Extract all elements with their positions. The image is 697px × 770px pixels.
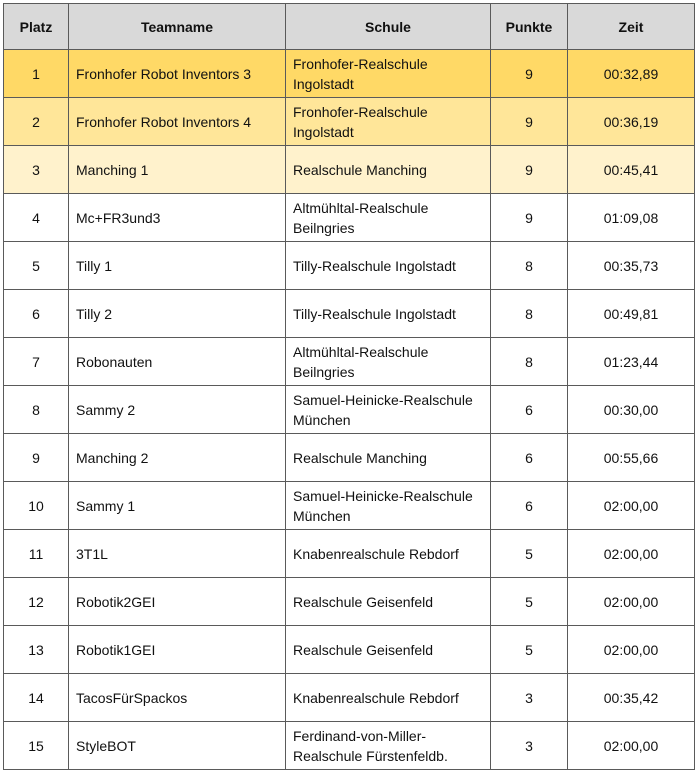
cell-schule: Altmühltal-Realschule Beilngries (286, 194, 491, 242)
cell-schule: Knabenrealschule Rebdorf (286, 674, 491, 722)
cell-zeit: 02:00,00 (568, 578, 695, 626)
cell-platz: 6 (4, 290, 69, 338)
table-row (4, 194, 695, 242)
header-punkte: Punkte (491, 4, 568, 50)
table-row (4, 386, 695, 434)
results-table (3, 3, 695, 770)
cell-platz: 1 (4, 50, 69, 98)
table-row (4, 338, 695, 386)
cell-zeit: 00:32,89 (568, 50, 695, 98)
header-platz: Platz (4, 4, 69, 50)
table-row (4, 434, 695, 482)
cell-platz: 14 (4, 674, 69, 722)
cell-schule: Altmühltal-Realschule Beilngries (286, 338, 491, 386)
cell-zeit: 00:45,41 (568, 146, 695, 194)
cell-platz: 7 (4, 338, 69, 386)
cell-team: 3T1L (69, 530, 286, 578)
cell-punkte: 3 (491, 722, 568, 770)
cell-punkte: 9 (491, 146, 568, 194)
table-row (4, 98, 695, 146)
cell-team: TacosFürSpackos (69, 674, 286, 722)
cell-schule: Fronhofer-Realschule Ingolstadt (286, 50, 491, 98)
table-row (4, 578, 695, 626)
cell-team: Fronhofer Robot Inventors 3 (69, 50, 286, 98)
cell-team: Tilly 1 (69, 242, 286, 290)
cell-platz: 5 (4, 242, 69, 290)
cell-team: Fronhofer Robot Inventors 4 (69, 98, 286, 146)
cell-schule: Ferdinand-von-Miller-Realschule Fürstenfeldb. (286, 722, 491, 770)
cell-zeit: 02:00,00 (568, 626, 695, 674)
cell-team: Tilly 2 (69, 290, 286, 338)
cell-punkte: 9 (491, 98, 568, 146)
cell-platz: 12 (4, 578, 69, 626)
cell-zeit: 00:49,81 (568, 290, 695, 338)
cell-zeit: 01:23,44 (568, 338, 695, 386)
cell-zeit: 02:00,00 (568, 722, 695, 770)
cell-punkte: 6 (491, 434, 568, 482)
cell-zeit: 00:36,19 (568, 98, 695, 146)
cell-zeit: 00:55,66 (568, 434, 695, 482)
cell-schule: Samuel-Heinicke-Realschule München (286, 386, 491, 434)
cell-zeit: 01:09,08 (568, 194, 695, 242)
cell-schule: Tilly-Realschule Ingolstadt (286, 290, 491, 338)
cell-platz: 13 (4, 626, 69, 674)
cell-punkte: 5 (491, 530, 568, 578)
table-row (4, 530, 695, 578)
cell-schule: Realschule Geisenfeld (286, 626, 491, 674)
cell-platz: 2 (4, 98, 69, 146)
cell-platz: 3 (4, 146, 69, 194)
cell-schule: Realschule Manching (286, 146, 491, 194)
cell-team: Manching 1 (69, 146, 286, 194)
cell-platz: 10 (4, 482, 69, 530)
cell-punkte: 5 (491, 578, 568, 626)
cell-platz: 15 (4, 722, 69, 770)
table-row (4, 674, 695, 722)
cell-team: Sammy 1 (69, 482, 286, 530)
cell-platz: 8 (4, 386, 69, 434)
cell-platz: 4 (4, 194, 69, 242)
cell-team: Robotik1GEI (69, 626, 286, 674)
cell-punkte: 9 (491, 194, 568, 242)
cell-schule: Realschule Geisenfeld (286, 578, 491, 626)
cell-team: StyleBOT (69, 722, 286, 770)
cell-zeit: 02:00,00 (568, 482, 695, 530)
cell-punkte: 3 (491, 674, 568, 722)
cell-schule: Tilly-Realschule Ingolstadt (286, 242, 491, 290)
table-row (4, 626, 695, 674)
header-teamname: Teamname (69, 4, 286, 50)
header-row (4, 4, 695, 50)
table-row (4, 50, 695, 98)
cell-platz: 9 (4, 434, 69, 482)
table-row (4, 290, 695, 338)
cell-schule: Realschule Manching (286, 434, 491, 482)
cell-team: Manching 2 (69, 434, 286, 482)
cell-team: Robonauten (69, 338, 286, 386)
cell-team: Mc+FR3und3 (69, 194, 286, 242)
cell-punkte: 5 (491, 626, 568, 674)
table-row (4, 242, 695, 290)
cell-punkte: 9 (491, 50, 568, 98)
cell-team: Robotik2GEI (69, 578, 286, 626)
cell-zeit: 00:35,73 (568, 242, 695, 290)
cell-platz: 11 (4, 530, 69, 578)
header-zeit: Zeit (568, 4, 695, 50)
table-row (4, 146, 695, 194)
cell-punkte: 6 (491, 482, 568, 530)
table-row (4, 722, 695, 770)
cell-zeit: 00:35,42 (568, 674, 695, 722)
cell-schule: Samuel-Heinicke-Realschule München (286, 482, 491, 530)
table-row (4, 482, 695, 530)
cell-punkte: 8 (491, 290, 568, 338)
cell-punkte: 8 (491, 338, 568, 386)
cell-team: Sammy 2 (69, 386, 286, 434)
cell-schule: Knabenrealschule Rebdorf (286, 530, 491, 578)
cell-punkte: 6 (491, 386, 568, 434)
cell-zeit: 02:00,00 (568, 530, 695, 578)
cell-punkte: 8 (491, 242, 568, 290)
cell-schule: Fronhofer-Realschule Ingolstadt (286, 98, 491, 146)
cell-zeit: 00:30,00 (568, 386, 695, 434)
header-schule: Schule (286, 4, 491, 50)
